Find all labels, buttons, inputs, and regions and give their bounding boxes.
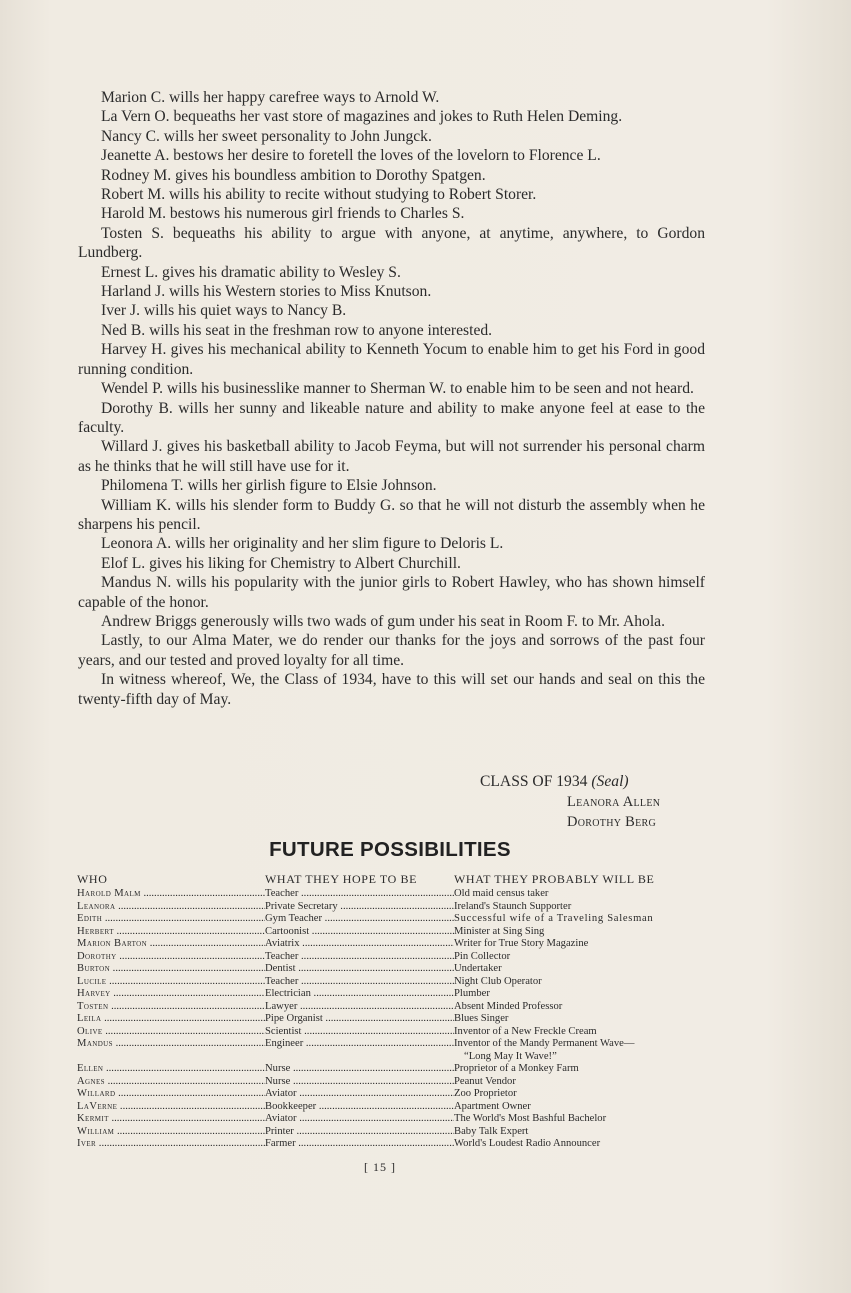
table-row [77, 1063, 709, 1076]
header-hope: WHAT THEY HOPE TO BE [265, 872, 418, 886]
hope-cell: Aviatrix ..... [265, 938, 454, 951]
will-paragraph: Mandus N. wills his popularity with the junior girls to Robert Hawley, who has shown himself capable of the honor. [78, 574, 705, 611]
who-cell: Iver ..... [77, 1138, 265, 1151]
who-cell: Kermit ..... [77, 1113, 265, 1126]
signer-name: Dorothy Berg [567, 814, 657, 830]
probably-cell [454, 1038, 709, 1063]
who-cell: Harvey ..... [77, 988, 265, 1001]
will-paragraph: Leonora A. wills her originality and her slim figure to Deloris L. [101, 535, 504, 553]
who-cell: William ..... [77, 1126, 265, 1139]
table-row [77, 913, 709, 926]
will-paragraph: Lastly, to our Alma Mater, we do render our thanks for the joys and sorrows of the past four years, and our tested and proved loyalty for all time. [78, 632, 705, 669]
who-cell: Tosten ..... [77, 1001, 265, 1014]
probably-cell: Minister at Sing Sing [454, 925, 545, 937]
table-row [77, 1101, 709, 1114]
hope-cell: Teacher ..... [265, 951, 454, 964]
table-row [77, 1126, 709, 1139]
who-cell: Agnes ..... [77, 1076, 265, 1089]
hope-cell: Engineer ..... [265, 1038, 454, 1051]
table-row [77, 1076, 709, 1089]
who-cell: Edith ..... [77, 913, 265, 926]
section-title: FUTURE POSSIBILITIES [269, 838, 511, 861]
hope-cell: Aviator ..... [265, 1088, 454, 1101]
hope-cell: Scientist ..... [265, 1026, 454, 1039]
signature-block [480, 772, 720, 832]
probably-cell: Blues Singer [454, 1013, 509, 1024]
will-paragraph: Harold M. bestows his numerous girl friends to Charles S. [101, 205, 465, 223]
hope-cell: Printer ..... [265, 1126, 454, 1139]
table-row [77, 1001, 709, 1014]
probably-cell: Plumber [454, 988, 490, 999]
will-paragraph: Iver J. wills his quiet ways to Nancy B. [101, 302, 347, 320]
hope-cell: Pipe Organist ..... [265, 1013, 454, 1026]
hope-cell: Private Secretary ..... [265, 901, 454, 914]
will-paragraph: In witness whereof, We, the Class of 1934, have to this will set our hands and seal on this the twenty-fifth day of May. [78, 671, 705, 708]
hope-cell: Farmer ..... [265, 1138, 454, 1151]
signature-heading [480, 772, 720, 792]
will-paragraph: Jeanette A. bestows her desire to foretell the loves of the lovelorn to Florence L. [101, 147, 601, 165]
seal-label: (Seal) [591, 773, 629, 790]
table-row [77, 1088, 709, 1101]
class-will-text [78, 88, 705, 709]
probably-cell: World's Loudest Radio Announcer [454, 1138, 601, 1149]
probably-cell: Pin Collector [454, 950, 511, 962]
will-paragraph: William K. wills his slender form to Buddy G. so that he will not disturb the assembly when he sharpens his pencil. [78, 496, 705, 533]
who-cell: Willard ..... [77, 1088, 265, 1101]
will-paragraph: Willard J. gives his basketball ability to Jacob Feyma, but will not surrender his personal charm as he thinks that he will still have use for it. [78, 438, 705, 475]
will-paragraph: Philomena T. wills her girlish figure to Elsie Johnson. [101, 477, 437, 495]
probably-line: Inventor of the Mandy Permanent Wave— [454, 1038, 635, 1049]
table-row [77, 951, 709, 964]
probably-cell: Inventor of a New Freckle Cream [454, 1025, 597, 1037]
probably-cell: Writer for True Story Magazine [454, 938, 589, 949]
hope-cell: Dentist ..... [265, 963, 454, 976]
probably-cell: Zoo Proprietor [454, 1088, 517, 1099]
probably-cell: Ireland's Staunch Supporter [454, 900, 572, 912]
who-cell: Leila ..... [77, 1013, 265, 1026]
hope-cell: Nurse ..... [265, 1076, 454, 1089]
will-paragraph: Harland J. wills his Western stories to Miss Knutson. [101, 283, 432, 301]
header-probably: WHAT THEY PROBABLY WILL BE [454, 872, 655, 886]
who-cell: Mandus ..... [77, 1038, 265, 1051]
probably-cell: Apartment Owner [454, 1100, 531, 1112]
table-row [77, 938, 709, 951]
probably-cell: Successful wife of a Traveling Salesman [454, 913, 654, 924]
who-cell: Marion Barton ..... [77, 938, 265, 951]
will-paragraph: Harvey H. gives his mechanical ability to Kenneth Yocum to enable him to get his Ford in good running condition. [78, 341, 705, 378]
table-row [77, 976, 709, 989]
table-row [77, 963, 709, 976]
will-paragraph: Tosten S. bequeaths his ability to argue with anyone, at anytime, anywhere, to Gordon Lundberg. [78, 224, 705, 262]
probably-line-2: “Long May It Wave!” [464, 1050, 557, 1062]
hope-cell: Electrician ..... [265, 988, 454, 1001]
table-row [77, 1113, 709, 1126]
will-paragraph: Robert M. wills his ability to recite without studying to Robert Storer. [101, 186, 537, 204]
who-cell: Burton ..... [77, 963, 265, 976]
will-paragraph: Andrew Briggs generously wills two wads of gum under his seat in Room F. to Mr. Ahola. [101, 612, 665, 630]
who-cell: Lucile ..... [77, 976, 265, 989]
who-cell: Harold Malm ..... [77, 888, 265, 901]
hope-cell: Aviator ..... [265, 1113, 454, 1126]
probably-cell: Proprietor of a Monkey Farm [454, 1063, 579, 1074]
probably-cell: Absent Minded Professor [454, 1000, 563, 1012]
will-paragraph: Ernest L. gives his dramatic ability to Wesley S. [101, 263, 401, 281]
will-paragraph: La Vern O. bequeaths her vast store of magazines and jokes to Ruth Helen Deming. [101, 108, 623, 126]
probably-cell: The World's Most Bashful Bachelor [454, 1113, 607, 1124]
table-row [77, 1138, 709, 1151]
who-cell: Ellen ..... [77, 1063, 265, 1076]
table-row [77, 901, 709, 914]
will-paragraph: Wendel P. wills his businesslike manner to Sherman W. to enable him to be seen and not heard. [101, 380, 694, 398]
probably-cell: Peanut Vendor [454, 1075, 516, 1087]
will-paragraph: Marion C. wills her happy carefree ways to Arnold W. [101, 89, 440, 106]
signer-name: Leanora Allen [567, 794, 661, 810]
table-row [77, 888, 709, 901]
hope-cell: Cartoonist ..... [265, 926, 454, 939]
class-line: CLASS OF 1934 [480, 773, 588, 790]
will-paragraph: Elof L. gives his liking for Chemistry to Albert Churchill. [101, 554, 461, 572]
will-paragraph: Ned B. wills his seat in the freshman row to anyone interested. [101, 321, 493, 339]
table-row [77, 1026, 709, 1039]
probably-cell: Baby Talk Expert [454, 1125, 529, 1137]
table-header [77, 872, 709, 888]
will-paragraph: Dorothy B. wills her sunny and likeable nature and ability to make anyone feel at ease to the faculty. [78, 399, 705, 436]
table-row [77, 988, 709, 1001]
who-cell: LaVerne ..... [77, 1101, 265, 1114]
who-cell: Herbert ..... [77, 926, 265, 939]
probably-cell: Undertaker [454, 963, 502, 974]
table-row [77, 1013, 709, 1026]
hope-cell: Teacher ..... [265, 888, 454, 901]
header-who: WHO [77, 872, 108, 886]
hope-cell: Gym Teacher ..... [265, 913, 454, 926]
hope-cell: Bookkeeper ..... [265, 1101, 454, 1114]
will-paragraph: Nancy C. wills her sweet personality to John Jungck. [101, 127, 432, 145]
hope-cell: Lawyer ..... [265, 1001, 454, 1014]
probably-cell: Night Club Operator [454, 975, 542, 987]
who-cell: Olive ..... [77, 1026, 265, 1039]
future-possibilities-table [77, 872, 709, 1151]
will-paragraph: Rodney M. gives his boundless ambition to Dorothy Spatgen. [101, 166, 486, 184]
probably-cell: Old maid census taker [454, 888, 549, 899]
who-cell: Leanora ..... [77, 901, 265, 914]
who-cell: Dorothy ..... [77, 951, 265, 964]
table-row [77, 1038, 709, 1063]
table-row [77, 926, 709, 939]
hope-cell: Nurse ..... [265, 1063, 454, 1076]
page-number: [ 15 ] [364, 1160, 396, 1174]
hope-cell: Teacher ..... [265, 976, 454, 989]
